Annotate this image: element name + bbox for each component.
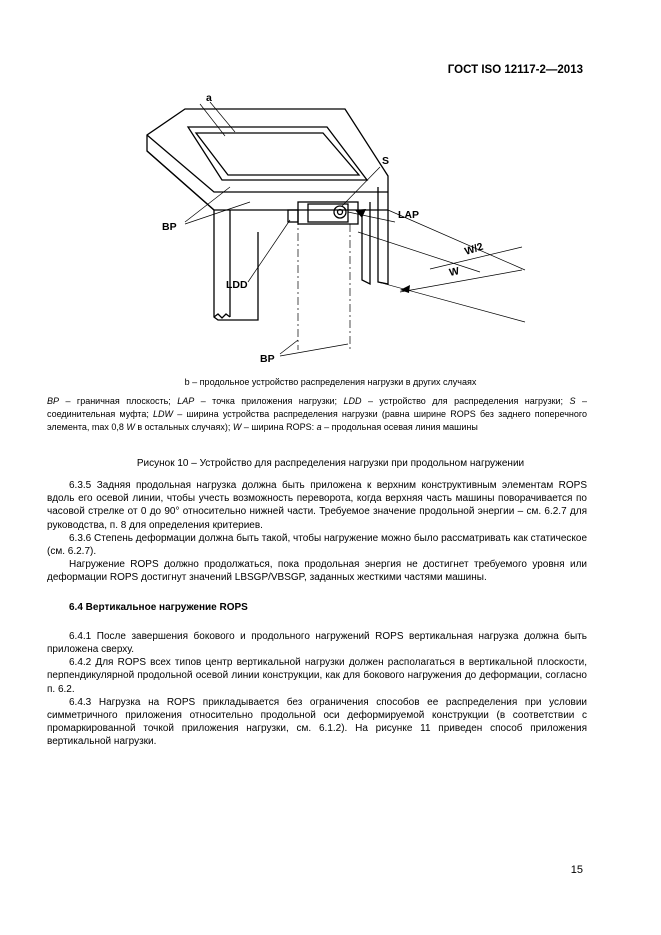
legend-def: – точка приложения нагрузки;: [194, 396, 344, 406]
label-w-half: W/2: [463, 240, 485, 258]
legend-def: – ширина ROPS:: [241, 422, 317, 432]
page-number: 15: [570, 864, 583, 876]
figure-subcaption: b – продольное устройство распределения нагрузки в других случаях: [184, 377, 477, 387]
legend-def: в остальных случаях);: [134, 422, 233, 432]
legend-def: – ширина устройства распределения нагрузки (равна ширине ROPS без заднего поперечного элемента, max 0,8: [47, 409, 587, 432]
legend-term: W: [126, 422, 135, 432]
left-post-break: [214, 314, 230, 318]
label-bp-lower: BP: [260, 353, 275, 365]
bp-lower-leader-1: [280, 340, 298, 354]
figure-caption: Рисунок 10 – Устройство для распределения нагрузки при продольном нагружении: [136, 458, 525, 469]
legend-def: – соединительная муфта;: [47, 396, 587, 419]
ldd-leader: [248, 220, 290, 282]
body-text: [47, 479, 587, 749]
roof-inner-plate-2: [196, 133, 359, 175]
roof-edge: [147, 151, 214, 210]
legend-term: LDD: [343, 396, 362, 406]
legend-term: LAP: [177, 396, 195, 406]
legend-def: – устройство для распределения нагрузки;: [361, 396, 570, 406]
bp-upper-leader-2: [185, 202, 250, 224]
section-title: 6.4 Вертикальное нагружение ROPS: [69, 601, 248, 613]
ext-line-mid: [358, 232, 480, 272]
label-bp-upper: BP: [162, 221, 177, 233]
legend-term: LDW: [153, 409, 174, 419]
legend-term: a: [316, 422, 322, 432]
ext-line-bottom: [378, 282, 525, 322]
rops-drawing: [130, 92, 530, 372]
label-ldd: LDD: [226, 279, 248, 291]
figure-10-drawing: [130, 92, 530, 372]
right-post-outer: [378, 187, 388, 284]
socket-circle: [334, 206, 346, 218]
document-header: ГОСТ ISO 12117-2—2013: [447, 64, 583, 76]
label-s: S: [382, 155, 390, 167]
legend-def: – продольная осевая линия машины: [321, 422, 478, 432]
label-a: a: [206, 92, 212, 104]
legend-term: BP: [47, 396, 60, 406]
paragraph: 6.3.5 Задняя продольная нагрузка должна быть приложена к верхним конструктивным элементам ROPS вдоль его осевой линии, чтобы учесть возможность переворота, когда верхняя часть машины поворачивается по часовой стрелке от 0 до 90° относительно нижней части. Требуемое значение продольной энергии – см. 6.2.7 для руководства, п. 8 для определения критериев.: [47, 480, 587, 531]
paragraph: Нагружение ROPS должно продолжаться, пока продольная энергия не достигнет требуемого уровня или деформации ROPS достигнут значений LBSGP/VBSGP, заданных жесткими частями машины.: [47, 559, 587, 584]
ldd-block: [298, 202, 358, 224]
dim-w: [400, 270, 522, 292]
legend-term: W: [232, 422, 242, 432]
paragraph: 6.4.3 Нагрузка на ROPS прикладывается без ограничения способов ее распределения при условии симметричного приложения относительно продольной оси деформируемой конструкции (в соответствии с промаркированной точкой приложения нагрузки, см. 6.1.2). На рисунке 11 приведен способ приложения вертикальной нагрузки.: [47, 696, 587, 748]
label-lap: LAP: [398, 209, 419, 221]
legend-term: S: [569, 396, 576, 406]
label-w: W: [448, 265, 461, 279]
paragraph: 6.4.1 После завершения бокового и продольного нагружений ROPS вертикальная нагрузка должна быть приложена сверху.: [47, 630, 587, 656]
legend-def: – граничная плоскость;: [59, 396, 178, 406]
left-post: [214, 210, 258, 320]
paragraph: 6.3.6 Степень деформации должна быть такой, чтобы нагружение можно было рассматривать как статическое (см. 6.2.7).: [47, 532, 587, 558]
paragraph: 6.4.2 Для ROPS всех типов центр вертикальной нагрузки должен располагаться в вертикальной плоскости, перпендикулярной продольной осевой линии конструкции, как для бокового нагружения до деформации, согласно п. 6.2.: [47, 657, 587, 695]
figure-legend: [47, 395, 587, 434]
